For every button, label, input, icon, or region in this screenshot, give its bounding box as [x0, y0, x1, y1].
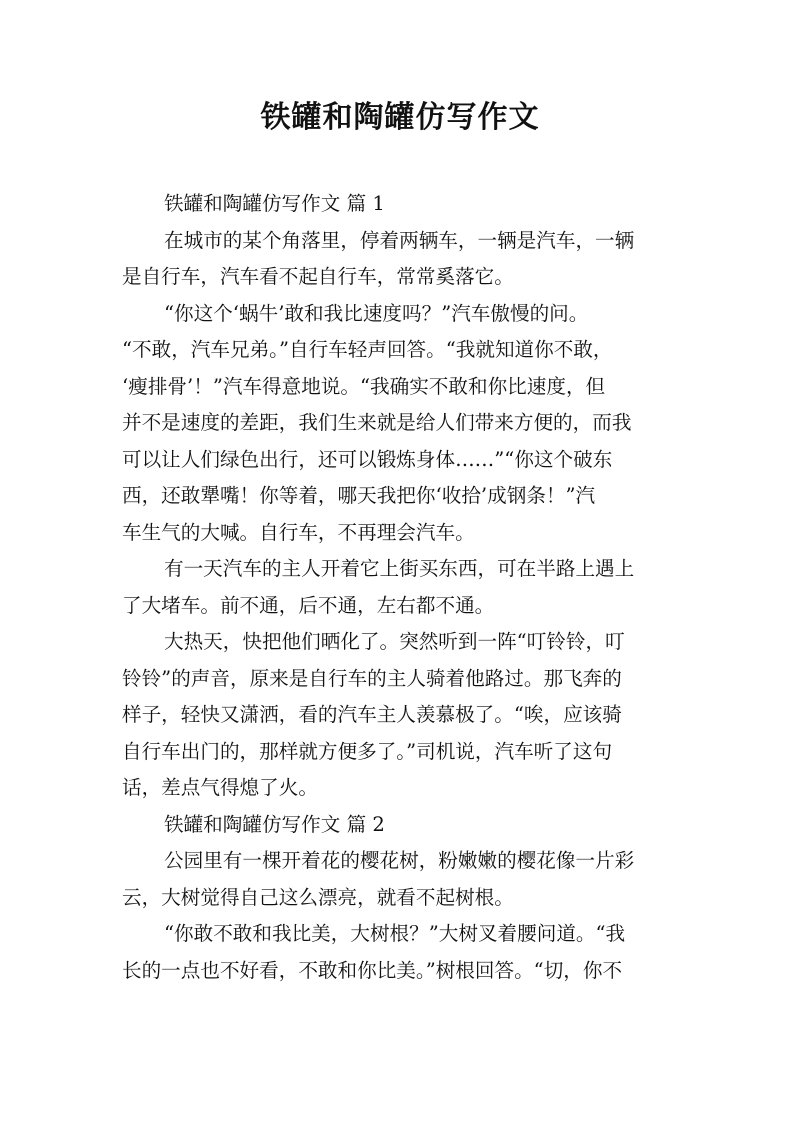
paragraph-line: 西，还敢犟嘴！你等着，哪天我把你‘收拾’成钢条！”汽 — [122, 484, 596, 507]
paragraph-line: 并不是速度的差距，我们生来就是给人们带来方便的，而我 — [122, 411, 632, 434]
paragraph-line: 样子，轻快又潇洒，看的汽车主人羡慕极了。“唉，应该骑 — [122, 703, 622, 726]
paragraph-line: 可以让人们绿色出行，还可以锻炼身体……”“你这个破东 — [122, 447, 613, 471]
paragraph-line: 大热天，快把他们晒化了。突然听到一阵“叮铃铃，叮 — [164, 630, 625, 653]
paragraph-line: ‘瘦排骨’！”汽车得意地说。“我确实不敢和你比速度，但 — [122, 374, 606, 398]
paragraph-line: 自行车出门的，那样就方便多了。”司机说，汽车听了这句 — [122, 739, 613, 763]
paragraph-line: 铃铃”的声音，原来是自行车的主人骑着他路过。那飞奔的 — [122, 666, 622, 690]
document-title: 铁罐和陶罐仿写作文 — [260, 100, 540, 135]
paragraph-line: 在城市的某个角落里，停着两辆车，一辆是汽车，一辆 — [164, 228, 635, 252]
document-body — [122, 186, 682, 989]
paragraph-line: 了大堵车。前不通，后不通，左右都不通。 — [122, 593, 495, 617]
paragraph-line: 长的一点也不好看，不敢和你比美。”树根回答。“切，你不 — [122, 958, 623, 982]
paragraph-line: 公园里有一棵开着花的樱花树，粉嫩嫩的樱花像一片彩 — [164, 849, 635, 872]
section-heading-2: 铁罐和陶罐仿写作文 篇 2 — [164, 812, 385, 836]
paragraph-line: “不敢，汽车兄弟。”自行车轻声回答。“我就知道你不敢， — [122, 338, 613, 361]
paragraph-line: 云，大树觉得自己这么漂亮，就看不起树根。 — [122, 885, 514, 909]
paragraph-line: “你敢不敢和我比美，大树根？”大树叉着腰问道。“我 — [164, 922, 626, 945]
paragraph-line: “你这个‘蜗牛’敢和我比速度吗？”汽车傲慢的问。 — [164, 301, 589, 325]
paragraph-line: 话，差点气得熄了火。 — [122, 776, 318, 799]
paragraph-line: 是自行车，汽车看不起自行车，常常奚落它。 — [122, 265, 514, 288]
section-heading-1: 铁罐和陶罐仿写作文 篇 1 — [164, 192, 385, 215]
paragraph-line: 车生气的大喊。自行车，不再理会汽车。 — [122, 520, 475, 544]
paragraph-line: 有一天汽车的主人开着它上街买东西，可在半路上遇上 — [164, 557, 635, 580]
